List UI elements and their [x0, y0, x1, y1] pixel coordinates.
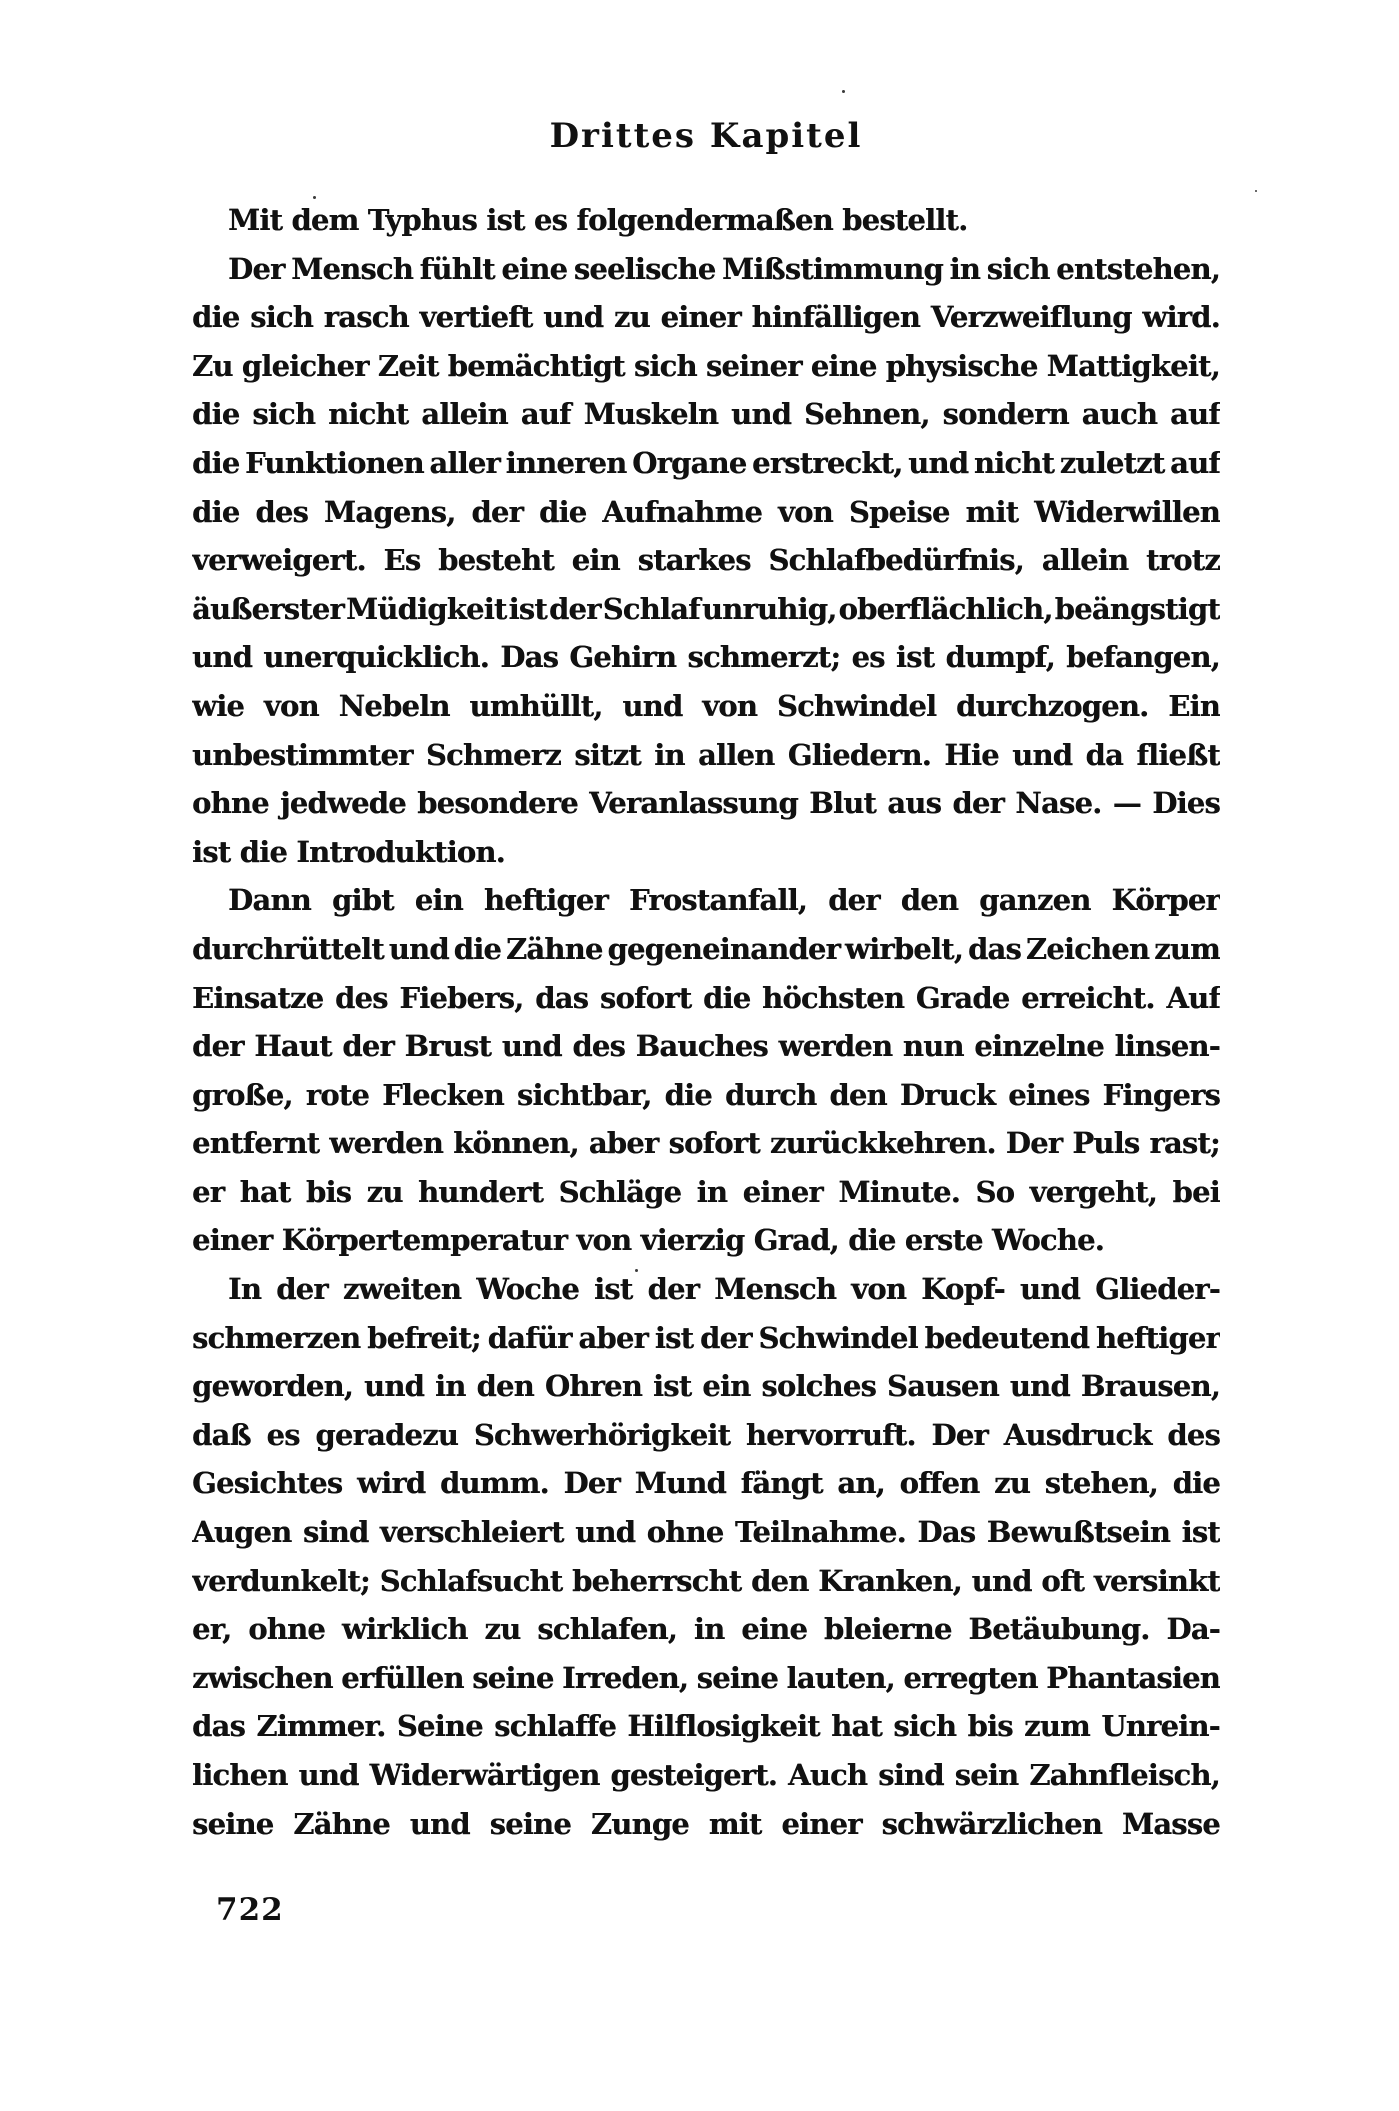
- text-line: schmerzen befreit; dafür aber ist der Schwindel bedeutend heftiger: [192, 1320, 1220, 1355]
- scan-speck: [635, 1269, 638, 1272]
- text-line: geworden, und in den Ohren ist ein solches Sausen und Brausen,: [192, 1369, 1220, 1404]
- chapter-heading: Drittes Kapitel: [549, 116, 863, 156]
- text-line: Zu gleicher Zeit bemächtigt sich seiner eine physische Mattigkeit,: [192, 348, 1220, 383]
- text-line: daß es geradezu Schwerhörigkeit hervorruft. Der Ausdruck des: [192, 1417, 1220, 1452]
- text-line: zwischen erfüllen seine Irreden, seine lauten, erregten Phantasien: [192, 1660, 1220, 1695]
- scan-speck: [1255, 190, 1257, 192]
- text-line: durchrüttelt und die Zähne gegeneinander wirbelt, das Zeichen zum: [192, 931, 1220, 966]
- text-line: ist die Introduktion.: [192, 834, 505, 869]
- text-line: Gesichtes wird dumm. Der Mund fängt an, offen zu stehen, die: [192, 1466, 1220, 1501]
- text-line: die sich nicht allein auf Muskeln und Sehnen, sondern auch auf: [192, 397, 1220, 432]
- text-line: große, rote Flecken sichtbar, die durch den Druck eines Fingers: [192, 1077, 1220, 1112]
- text-line: unbestimmter Schmerz sitzt in allen Gliedern. Hie und da fließt: [192, 737, 1220, 772]
- text-line: die Funktionen aller inneren Organe erstreckt, und nicht zuletzt auf: [192, 445, 1220, 480]
- text-line: Der Mensch fühlt eine seelische Mißstimmung in sich entstehen,: [228, 251, 1220, 286]
- text-line: wie von Nebeln umhüllt, und von Schwindel durchzogen. Ein: [192, 688, 1220, 723]
- text-line: In der zweiten Woche ist der Mensch von Kopf- und Glieder-: [228, 1272, 1220, 1307]
- text-line: lichen und Widerwärtigen gesteigert. Auch sind sein Zahnfleisch,: [192, 1758, 1220, 1792]
- text-line: Augen sind verschleiert und ohne Teilnahme. Das Bewußtsein ist: [192, 1515, 1220, 1550]
- scan-speck: [842, 90, 845, 93]
- text-line: Einsatze des Fiebers, das sofort die höchsten Grade erreicht. Auf: [192, 980, 1220, 1015]
- text-line: der Haut der Brust und des Bauches werden nun einzelne linsen-: [192, 1029, 1220, 1064]
- scan-speck: [313, 196, 316, 199]
- text-line: die des Magens, der die Aufnahme von Speise mit Widerwillen: [192, 494, 1220, 529]
- text-line: Mit dem Typhus ist es folgendermaßen bestellt.: [228, 203, 968, 237]
- page-number: 722: [216, 1892, 284, 1928]
- text-line: verdunkelt; Schlafsucht beherrscht den Kranken, und oft versinkt: [192, 1563, 1220, 1598]
- text-line: seine Zähne und seine Zunge mit einer schwärzlichen Masse: [192, 1806, 1220, 1841]
- text-line: äußerster Müdigkeit ist der Schlaf unruhig, oberflächlich, beängstigt: [192, 591, 1220, 626]
- text-line: er, ohne wirklich zu schlafen, in eine bleierne Betäubung. Da-: [192, 1612, 1220, 1647]
- text-line: ohne jedwede besondere Veranlassung Blut aus der Nase. — Dies: [192, 786, 1220, 821]
- text-line: entfernt werden können, aber sofort zurückkehren. Der Puls rast;: [192, 1126, 1220, 1161]
- text-block: [192, 196, 1220, 1848]
- text-line: er hat bis zu hundert Schläge in einer Minute. So vergeht, bei: [192, 1174, 1220, 1209]
- text-line: das Zimmer. Seine schlaffe Hilflosigkeit hat sich bis zum Unrein-: [192, 1709, 1220, 1744]
- text-line: und unerquicklich. Das Gehirn schmerzt; es ist dumpf, befangen,: [192, 640, 1220, 675]
- text-line: verweigert. Es besteht ein starkes Schlafbedürfnis, allein trotz: [192, 543, 1220, 578]
- text-line: Dann gibt ein heftiger Frostanfall, der den ganzen Körper: [228, 883, 1220, 918]
- text-line: die sich rasch vertieft und zu einer hinfälligen Verzweiflung wird.: [192, 300, 1220, 335]
- text-line: einer Körpertemperatur von vierzig Grad, die erste Woche.: [192, 1223, 1104, 1258]
